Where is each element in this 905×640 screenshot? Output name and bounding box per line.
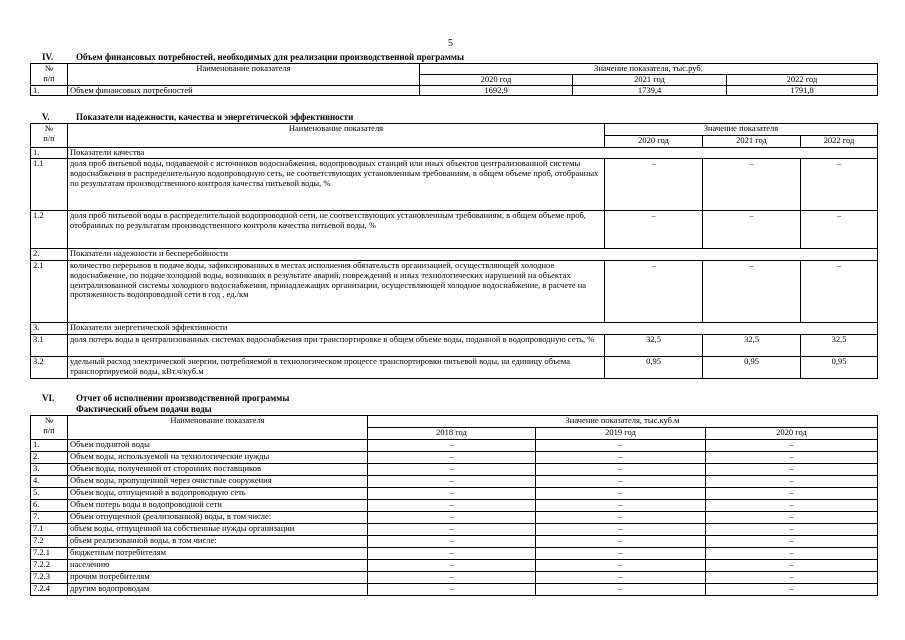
row-number: 7.2.1 (31, 548, 68, 560)
row-value: – (703, 261, 801, 323)
row-name: бюджетным потребителям (68, 548, 368, 560)
col-header-value: Значение показателя, тыс.куб.м (368, 416, 878, 428)
col-header-number: № п/п (31, 64, 68, 86)
row-name: доля потерь воды в централизованных системах водоснабжения при транспортировке в общем объеме воды, поданной в водопроводную сеть, % (68, 335, 605, 357)
row-number: 2.1 (31, 261, 68, 323)
section-6-number: VI. (42, 393, 55, 403)
table-row (31, 335, 878, 357)
row-value: – (368, 440, 536, 452)
row-number: 7.2 (31, 536, 68, 548)
row-value: – (368, 560, 536, 572)
col-header-name: Наименование показателя (68, 416, 368, 440)
row-name: объем реализованной воды, в том числе: (68, 536, 368, 548)
table-row (31, 512, 878, 524)
row-value: – (368, 536, 536, 548)
col-header-year: 2022 год (801, 136, 878, 148)
row-name: Объем воды, используемой на технологические нужды (68, 452, 368, 464)
row-value: 0,95 (605, 357, 703, 379)
row-value: 32,5 (605, 335, 703, 357)
row-name: доля проб питьевой воды в распределительной водопроводной сети, не соответствующих установленным требованиям, в общем объеме проб, отобранных по результатам производственного контроля качества питьевой воды, % (68, 211, 605, 249)
table-row (31, 524, 878, 536)
row-value: – (368, 572, 536, 584)
row-value: 0,95 (703, 357, 801, 379)
section-4-number: IV. (42, 52, 54, 62)
row-value: – (706, 440, 878, 452)
row-value: – (536, 512, 706, 524)
table-header-row (31, 64, 878, 75)
row-value: – (536, 560, 706, 572)
row-value: 0,95 (801, 357, 878, 379)
row-number: 2. (31, 249, 68, 261)
row-number: 3. (31, 464, 68, 476)
row-value: – (706, 536, 878, 548)
table-row (31, 452, 878, 464)
group-title: Показатели надежности и бесперебойности (68, 249, 878, 261)
financial-needs-table (30, 63, 878, 96)
row-value: – (703, 211, 801, 249)
col-header-year: 2020 год (420, 74, 573, 85)
row-value: – (801, 261, 878, 323)
row-value: – (536, 536, 706, 548)
col-header-name: Наименование показателя (68, 64, 420, 86)
row-number: 1.1 (31, 159, 68, 211)
table-row (31, 261, 878, 323)
row-value: – (536, 452, 706, 464)
row-value: – (605, 211, 703, 249)
row-value: – (536, 464, 706, 476)
row-number: 7.2.4 (31, 584, 68, 596)
row-number: 1.2 (31, 211, 68, 249)
row-name: Объем отпущенной (реализованной) воды, в том числе: (68, 512, 368, 524)
row-value: – (368, 488, 536, 500)
row-value: – (536, 476, 706, 488)
row-value: – (536, 488, 706, 500)
row-name: прочим потребителям (68, 572, 368, 584)
col-header-number: № п/п (31, 416, 68, 440)
row-value: – (368, 464, 536, 476)
table-row (31, 584, 878, 596)
section-4-heading (42, 52, 464, 62)
table-row (31, 440, 878, 452)
row-value: – (801, 211, 878, 249)
row-value: – (536, 584, 706, 596)
row-value: – (605, 159, 703, 211)
table-row (31, 476, 878, 488)
row-number: 7.2.2 (31, 560, 68, 572)
col-header-year: 2018 год (368, 428, 536, 440)
row-value: 1791,8 (727, 85, 878, 96)
row-value: – (801, 159, 878, 211)
section-5-heading (42, 112, 353, 122)
col-header-name: Наименование показателя (68, 124, 605, 148)
col-header-year: 2021 год (573, 74, 727, 85)
section-6-subtitle: Фактический объем подачи воды (76, 404, 212, 414)
col-header-value: Значение показателя, тыс.руб. (420, 64, 878, 75)
row-name: Объем воды, отпущенной в водопроводную сеть (68, 488, 368, 500)
section-5-title: Показатели надежности, качества и энергетической эффективности (76, 112, 354, 122)
row-number: 3. (31, 323, 68, 335)
row-value: – (368, 512, 536, 524)
row-value: – (536, 524, 706, 536)
row-name: доля проб питьевой воды, подаваемой с источников водоснабжения, водопроводных станций или иных объектов централизованной системы водоснабжения в распределительную водопроводную сеть, не соответствующих установленным требованиям, в общем объеме проб, отобранных по результатам производственного контроля качества питьевой воды, % (68, 159, 605, 211)
row-number: 1. (31, 440, 68, 452)
row-value: – (536, 440, 706, 452)
group-title: Показатели энергетической эффективности (68, 323, 878, 335)
col-header-year: 2020 год (706, 428, 878, 440)
table-row (31, 500, 878, 512)
row-value: – (703, 159, 801, 211)
table-row (31, 85, 878, 96)
row-number: 1. (31, 85, 68, 96)
table-row (31, 211, 878, 249)
row-name: Объем потерь воды в водопроводной сети (68, 500, 368, 512)
row-value: 32,5 (703, 335, 801, 357)
table-row (31, 357, 878, 379)
row-name: Объем поднятой воды (68, 440, 368, 452)
row-value: – (368, 476, 536, 488)
row-number: 3.1 (31, 335, 68, 357)
row-value: 1692,9 (420, 85, 573, 96)
table-row (31, 572, 878, 584)
section-6-heading (42, 393, 289, 403)
row-value: – (605, 261, 703, 323)
row-number: 1. (31, 148, 68, 159)
table-row (31, 488, 878, 500)
table-group-row (31, 249, 878, 261)
row-name: удельный расход электрической энергии, потребляемой в технологическом процессе транспортировки питьевой воды, на единицу объема транспортируемой воды, кВт.ч/куб.м (68, 357, 605, 379)
row-name: количество перерывов в подаче воды, зафиксированных в местах исполнения обязательств организацией, осуществляющей холодное водоснабжение, по подаче холодной воды, возникших в результате аварий, повреждений и иных технологических нарушений на объектах централизованной системы холодного водоснабжения, принадлежащих организации, осуществляющей холодное водоснабжение, в расчете на протяженность водопроводной сети в год , ед./км (68, 261, 605, 323)
row-number: 6. (31, 500, 68, 512)
table-row (31, 464, 878, 476)
row-number: 7.1 (31, 524, 68, 536)
row-value: – (706, 464, 878, 476)
col-header-year: 2020 год (605, 136, 703, 148)
row-value: – (706, 452, 878, 464)
row-number: 5. (31, 488, 68, 500)
row-value: – (368, 452, 536, 464)
row-value: – (706, 560, 878, 572)
row-value: – (368, 500, 536, 512)
section-6-title: Отчет об исполнении производственной программы (76, 393, 290, 403)
row-value: 32,5 (801, 335, 878, 357)
row-number: 4. (31, 476, 68, 488)
row-value: – (706, 524, 878, 536)
col-header-number: № п/п (31, 124, 68, 148)
table-row (31, 159, 878, 211)
water-supply-volume-table (30, 415, 878, 596)
table-header-row (31, 124, 878, 136)
row-number: 7. (31, 512, 68, 524)
row-name: Объем воды, пропущенной через очистные сооружения (68, 476, 368, 488)
row-name: населению (68, 560, 368, 572)
row-name: Объем воды, полученной от сторонних поставщиков (68, 464, 368, 476)
section-4-title: Объем финансовых потребностей, необходимых для реализации производственной программы (76, 52, 465, 62)
row-value: – (706, 500, 878, 512)
table-row (31, 548, 878, 560)
row-value: – (706, 488, 878, 500)
table-row (31, 560, 878, 572)
row-name: объем воды, отпущенной на собственные нужды организации (68, 524, 368, 536)
col-header-year: 2019 год (536, 428, 706, 440)
group-title: Показатели качества (68, 148, 878, 159)
row-value: – (706, 548, 878, 560)
table-row (31, 536, 878, 548)
row-value: – (368, 548, 536, 560)
section-5-number: V. (42, 112, 50, 122)
row-value: – (706, 512, 878, 524)
row-number: 2. (31, 452, 68, 464)
row-name: Объем финансовых потребностей (68, 85, 420, 96)
row-value: – (706, 476, 878, 488)
row-value: – (368, 584, 536, 596)
col-header-value: Значение показателя (605, 124, 878, 136)
row-value: – (536, 572, 706, 584)
col-header-year: 2021 год (703, 136, 801, 148)
table-group-row (31, 323, 878, 335)
row-value: – (536, 500, 706, 512)
table-group-row (31, 148, 878, 159)
row-value: – (368, 524, 536, 536)
row-value: – (706, 572, 878, 584)
reliability-quality-table (30, 123, 878, 379)
row-value: – (706, 584, 878, 596)
table-header-row (31, 416, 878, 428)
row-number: 7.2.3 (31, 572, 68, 584)
page-number: 5 (448, 38, 453, 49)
row-name: другим водопроводам (68, 584, 368, 596)
col-header-year: 2022 год (727, 74, 878, 85)
row-value: 1739,4 (573, 85, 727, 96)
row-value: – (536, 548, 706, 560)
row-number: 3.2 (31, 357, 68, 379)
